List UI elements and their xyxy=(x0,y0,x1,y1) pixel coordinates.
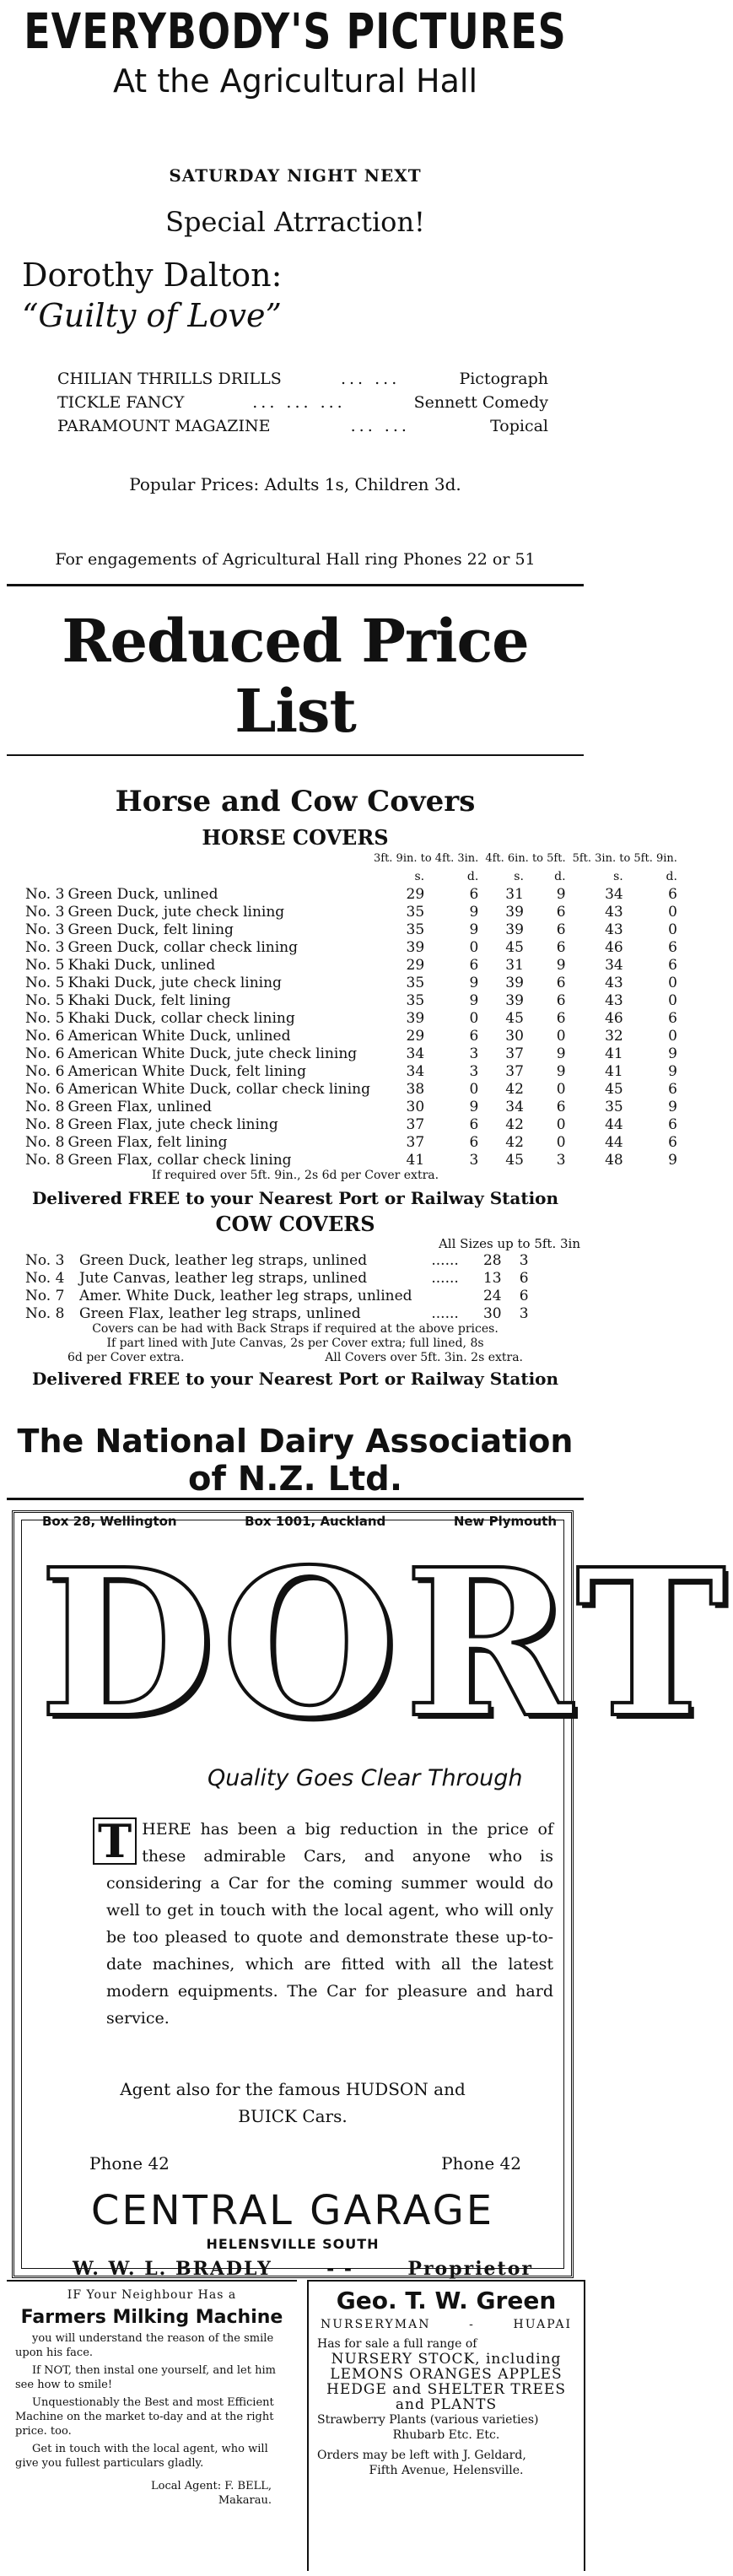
nursery-title: Geo. T. W. Green xyxy=(336,2287,557,2314)
delivered-note: Delivered FREE to your Nearest Port or Railway Station xyxy=(31,1188,559,1208)
price-list-title: Reduced Price List xyxy=(62,606,529,746)
dort-body: T HERE has been a big reduction in the price of these admirable Cars, and anyone who is considering a Car for the coming summer would do well to get in touch with the local agent, who will only be too pleased to quote and demonstrate these up-to-date machines, which are fitted with all the latest modern equipments. The Car for pleasure and hard service. xyxy=(106,1816,553,2032)
cow-cover-row: No. 4 Jute Canvas, leather leg straps, unlined ...... 13 6 xyxy=(25,1269,529,1287)
company-name-2: of N.Z. Ltd. xyxy=(187,1460,403,1499)
garage-name: CENTRAL GARAGE xyxy=(90,2187,495,2234)
dort-advert xyxy=(12,1510,733,2280)
cow-note-2: If part lined with Jute Canvas, 2s per Cover extra; full lined, 8s xyxy=(106,1337,484,1350)
pictures-lineup xyxy=(57,370,548,440)
address: New Plymouth xyxy=(453,1514,557,1529)
milking-advert xyxy=(7,2280,297,2573)
pictures-special: Special Atrraction! xyxy=(165,206,425,238)
cow-note-3: 6d per Cover extra. All Covers over 5ft. 3in. 2s extra. xyxy=(67,1351,523,1364)
pictures-star: Dorothy Dalton: xyxy=(22,257,283,294)
divider xyxy=(7,1498,584,1500)
dort-inner-border xyxy=(21,1520,733,2280)
address: Box 1001, Auckland xyxy=(245,1514,386,1529)
nursery-subtitle: NURSERYMAN - HUAPAI xyxy=(321,2318,572,2331)
milking-place: Makarau. xyxy=(218,2494,272,2507)
lineup-item: CHILIAN THRILLS DRILLS ... ... Pictograph xyxy=(57,370,548,388)
pictures-when: SATURDAY NIGHT NEXT xyxy=(169,165,422,186)
nursery-body: Has for sale a full range of NURSERY STOCK, including LEMONS ORANGES APPLES HEDGE and SHELTER TREES and PLANTS Strawberry Plants (various varieties) Rhubarb Etc. Etc. Orders may be left with J. Geldard, Fifth Avenue, Helensville. xyxy=(317,2337,566,2477)
milking-agent: Local Agent: F. BELL, xyxy=(151,2480,272,2492)
pictures-title: EVERYBODY'S PICTURES xyxy=(24,3,567,60)
price-list-subtitle: Horse and Cow Covers xyxy=(115,785,476,818)
lineup-item: TICKLE FANCY ... ... ... Sennett Comedy xyxy=(57,393,548,412)
horse-note: If required over 5ft. 9in., 2s 6d per Cover extra. xyxy=(151,1169,439,1182)
size-header: 5ft. 3in. to 5ft. 9in. xyxy=(572,852,677,865)
garage-town: HELENSVILLE SOUTH xyxy=(206,2236,380,2252)
pictures-engagements: For engagements of Agricultural Hall ring Phones 22 or 51 xyxy=(55,550,536,569)
divider xyxy=(7,584,584,586)
address: Box 28, Wellington xyxy=(42,1514,177,1529)
unit-row: s. d. s. d. s. d. xyxy=(414,869,677,883)
milking-title: Farmers Milking Machine xyxy=(20,2307,283,2328)
horse-cover-row: No. 6 American White Duck, collar check lining 38 0 42 0 45 6 xyxy=(25,1080,677,1098)
cow-note-1: Covers can be had with Back Straps if required at the above prices. xyxy=(92,1322,499,1336)
cow-cover-row: No. 8 Green Flax, leather leg straps, unlined ...... 30 3 xyxy=(25,1304,529,1322)
horse-cover-row: No. 8 Green Flax, felt lining 37 6 42 0 44 6 xyxy=(25,1133,677,1151)
cow-sizes: All Sizes up to 5ft. 3in xyxy=(438,1236,580,1251)
dort-phones: Phone 42 Phone 42 xyxy=(89,2153,521,2174)
dort-logo: DORT xyxy=(39,1525,733,1763)
size-header-row xyxy=(24,850,679,867)
horse-cover-row: No. 5 Khaki Duck, felt lining 35 9 39 6 43 0 xyxy=(25,991,677,1009)
milking-intro: IF Your Neighbour Has a xyxy=(67,2288,237,2302)
horse-cover-row: No. 3 Green Duck, collar check lining 39 0 45 6 46 6 xyxy=(25,938,677,956)
horse-covers-table xyxy=(24,850,679,1169)
garage-proprietor: W. W. L. BRADLY - - Proprietor xyxy=(73,2258,533,2280)
horse-cover-row: No. 6 American White Duck, felt lining 34 3 37 9 41 9 xyxy=(25,1062,677,1080)
horse-cover-row: No. 6 American White Duck, jute check lining 34 3 37 9 41 9 xyxy=(25,1045,677,1062)
cow-covers-table xyxy=(24,1251,531,1322)
lineup-item: PARAMOUNT MAGAZINE ... ... Topical xyxy=(57,417,548,435)
milking-body: you will understand the reason of the smile upon his face. If NOT, then instal one yourself, and let him see how to smile! Unquestionably the Best and most Efficient Machine on the market to-day and at the right price. too. Get in touch with the local agent, who will give you fullest particulars gladly. xyxy=(15,2332,276,2470)
cow-covers-heading: COW COVERS xyxy=(215,1212,375,1236)
company-name: The National Dairy Association xyxy=(17,1423,574,1460)
price-list-advert xyxy=(0,591,677,1529)
dort-agent: Agent also for the famous HUDSON and BUICK Cars. xyxy=(120,2079,466,2126)
horse-cover-row: No. 8 Green Flax, collar check lining 41 3 45 3 48 9 xyxy=(25,1151,677,1169)
size-header: 3ft. 9in. to 4ft. 3in. xyxy=(373,852,479,865)
cow-cover-row: No. 3 Green Duck, leather leg straps, unlined ...... 28 3 xyxy=(25,1251,529,1269)
horse-covers-heading: HORSE COVERS xyxy=(202,825,389,850)
dort-tagline: Quality Goes Clear Through xyxy=(208,1765,523,1791)
horse-cover-row: No. 8 Green Flax, jute check lining 37 6 42 0 44 6 xyxy=(25,1115,677,1133)
horse-cover-row: No. 5 Khaki Duck, jute check lining 35 9 39 6 43 0 xyxy=(25,974,677,991)
pictures-prices: Popular Prices: Adults 1s, Children 3d. xyxy=(129,474,461,494)
delivered-note-2: Delivered FREE to your Nearest Port or Railway Station xyxy=(31,1369,559,1389)
size-header: 4ft. 6in. to 5ft. xyxy=(485,852,566,865)
cow-rows xyxy=(24,1251,531,1322)
pictures-advert xyxy=(0,0,590,591)
cow-cover-row: No. 7 Amer. White Duck, leather leg straps, unlined 24 6 xyxy=(25,1287,529,1304)
drop-cap: T xyxy=(93,1817,137,1865)
horse-rows xyxy=(24,885,679,1169)
horse-cover-row: No. 6 American White Duck, unlined 29 6 30 0 32 0 xyxy=(25,1027,677,1045)
horse-cover-row: No. 5 Khaki Duck, unlined 29 6 31 9 34 6 xyxy=(25,956,677,974)
horse-cover-row: No. 3 Green Duck, jute check lining 35 9 39 6 43 0 xyxy=(25,903,677,921)
nursery-advert xyxy=(307,2280,585,2571)
horse-cover-row: No. 8 Green Flax, unlined 30 9 34 6 35 9 xyxy=(25,1098,677,1115)
horse-cover-row: No. 3 Green Duck, felt lining 35 9 39 6 43 0 xyxy=(25,921,677,938)
pictures-film: “Guilty of Love” xyxy=(22,297,282,334)
divider xyxy=(7,754,584,756)
horse-cover-row: No. 5 Khaki Duck, collar check lining 39 0 45 6 46 6 xyxy=(25,1009,677,1027)
horse-cover-row: No. 3 Green Duck, unlined 29 6 31 9 34 6 xyxy=(25,885,677,903)
pictures-venue: At the Agricultural Hall xyxy=(112,62,478,100)
